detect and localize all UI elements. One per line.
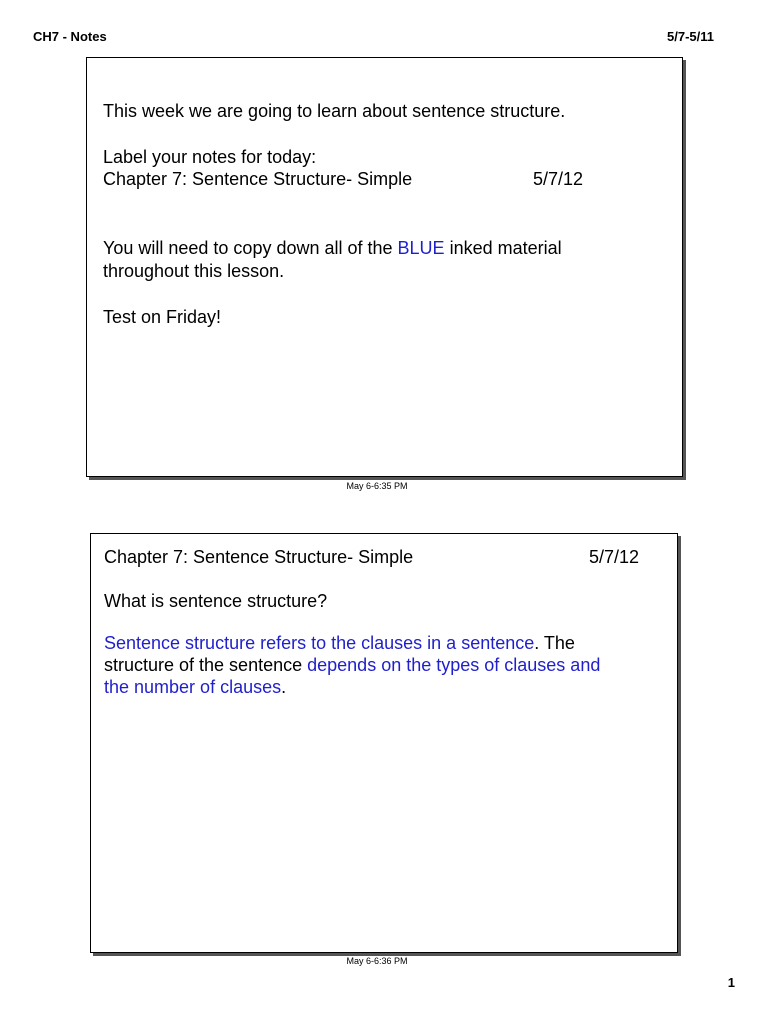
definition-pre-2: structure of the sentence: [104, 655, 308, 675]
definition-blue-1: Sentence structure refers to the clauses in a sentence: [104, 633, 535, 653]
notes-slide-2: [90, 533, 678, 953]
definition-post-3: .: [281, 677, 287, 697]
chapter-date: 5/7/12: [589, 547, 640, 567]
definition-blue-2: depends on the types of clauses and: [307, 655, 601, 675]
page-number: 1: [727, 975, 735, 990]
copy-instruction-cont: throughout this lesson.: [103, 261, 285, 281]
definition-line-3: [104, 676, 286, 698]
definition-post-1: . The: [534, 633, 575, 653]
notes-slide-1: [86, 57, 683, 477]
test-reminder: Test on Friday!: [103, 307, 222, 327]
chapter-date: 5/7/12: [533, 169, 584, 189]
label-instruction: Label your notes for today:: [103, 147, 317, 167]
definition-line-2: [104, 654, 600, 676]
chapter-title: Chapter 7: Sentence Structure- Simple: [103, 169, 413, 189]
blue-word: BLUE: [397, 238, 445, 258]
chapter-title: Chapter 7: Sentence Structure- Simple: [104, 547, 414, 567]
slide-2-timestamp: May 6-6:36 PM: [346, 956, 408, 966]
copy-instruction: [103, 237, 562, 259]
copy-instruction-post: inked material: [444, 238, 562, 258]
copy-instruction-pre: You will need to copy down all of the: [103, 238, 398, 258]
definition-blue-3: the number of clauses: [104, 677, 282, 697]
slide-1-timestamp: May 6-6:35 PM: [346, 481, 408, 491]
definition-line-1: [104, 632, 575, 654]
definition-question: What is sentence structure?: [104, 591, 328, 611]
intro-line: This week we are going to learn about sentence structure.: [103, 101, 566, 121]
header-date-range: 5/7-5/11: [667, 29, 714, 44]
header-title: CH7 - Notes: [33, 29, 107, 44]
